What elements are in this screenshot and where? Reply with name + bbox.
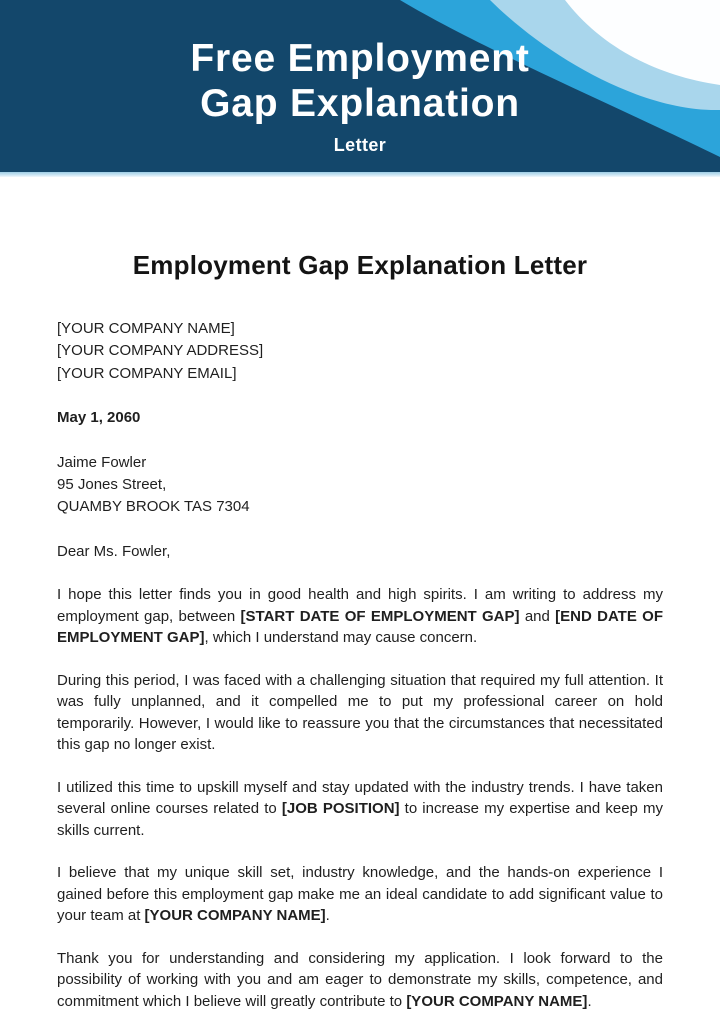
company-address-block: [57, 318, 663, 385]
recipient-block: [57, 452, 663, 519]
paragraph-text: .: [325, 907, 330, 925]
recipient-street: 95 Jones Street,: [57, 476, 167, 494]
letter-paragraph: [57, 948, 663, 1013]
paragraph-text: I believe that my unique skill set, industry knowledge, and the hands-on experience I gained before this employment gap make me an ideal candidate to add significant value to your team at: [57, 864, 663, 925]
company-address-placeholder: [YOUR COMPANY ADDRESS]: [57, 342, 264, 360]
placeholder-field: [END DATE OF EMPLOYMENT GAP]: [57, 607, 663, 647]
letter-title: Employment Gap Explanation Letter: [132, 250, 588, 280]
placeholder-field: [JOB POSITION]: [281, 800, 400, 818]
paragraph-text: I utilized this time to upskill myself and stay updated with the industry trends. I have taken several online courses related to: [57, 778, 663, 818]
banner-subtitle: Letter: [333, 135, 387, 155]
placeholder-field: [START DATE OF EMPLOYMENT GAP]: [240, 607, 520, 625]
paragraph-text: I hope this letter finds you in good health and high spirits. I am writing to address my employment gap, between: [57, 586, 663, 625]
banner-title-line-1: Free Employment: [190, 37, 530, 80]
paragraph-text: to increase my expertise and keep my skills current.: [57, 800, 663, 839]
company-email-placeholder: [YOUR COMPANY EMAIL]: [57, 364, 237, 382]
banner-underline: [0, 172, 720, 177]
banner-text: [0, 0, 720, 156]
placeholder-field: [YOUR COMPANY NAME]: [144, 907, 326, 925]
placeholder-field: [YOUR COMPANY NAME]: [406, 992, 588, 1010]
letter-paragraph: [57, 584, 663, 649]
salutation: Dear Ms. Fowler,: [57, 542, 171, 560]
letter-paragraph: [57, 777, 663, 842]
paragraph-text: Thank you for understanding and considering my application. I look forward to the possibility of working with you and am eager to demonstrate my skills, competence, and commitment which I believe will greatly contribute to: [57, 949, 663, 1010]
recipient-city: QUAMBY BROOK TAS 7304: [57, 498, 250, 516]
banner-title-line-2: Gap Explanation: [200, 82, 520, 125]
letter-paragraph: [57, 862, 663, 927]
letter-body: [57, 584, 663, 1012]
letter-date: May 1, 2060: [57, 409, 141, 427]
paragraph-text: .: [587, 992, 592, 1010]
header-banner: [0, 0, 720, 172]
paragraph-text: During this period, I was faced with a challenging situation that required my full attention. It was fully unplanned, and it compelled me to put my professional career on hold temporarily. However, I would like to reassure you that the circumstances that necessitated this gap no longer exist.: [57, 671, 663, 754]
paragraph-text: and: [519, 607, 556, 625]
recipient-name: Jaime Fowler: [57, 453, 147, 471]
company-name-placeholder: [YOUR COMPANY NAME]: [57, 320, 235, 337]
paragraph-text: , which I understand may cause concern.: [204, 629, 478, 647]
letter-document: [0, 248, 720, 1012]
letter-paragraph: [57, 670, 663, 756]
